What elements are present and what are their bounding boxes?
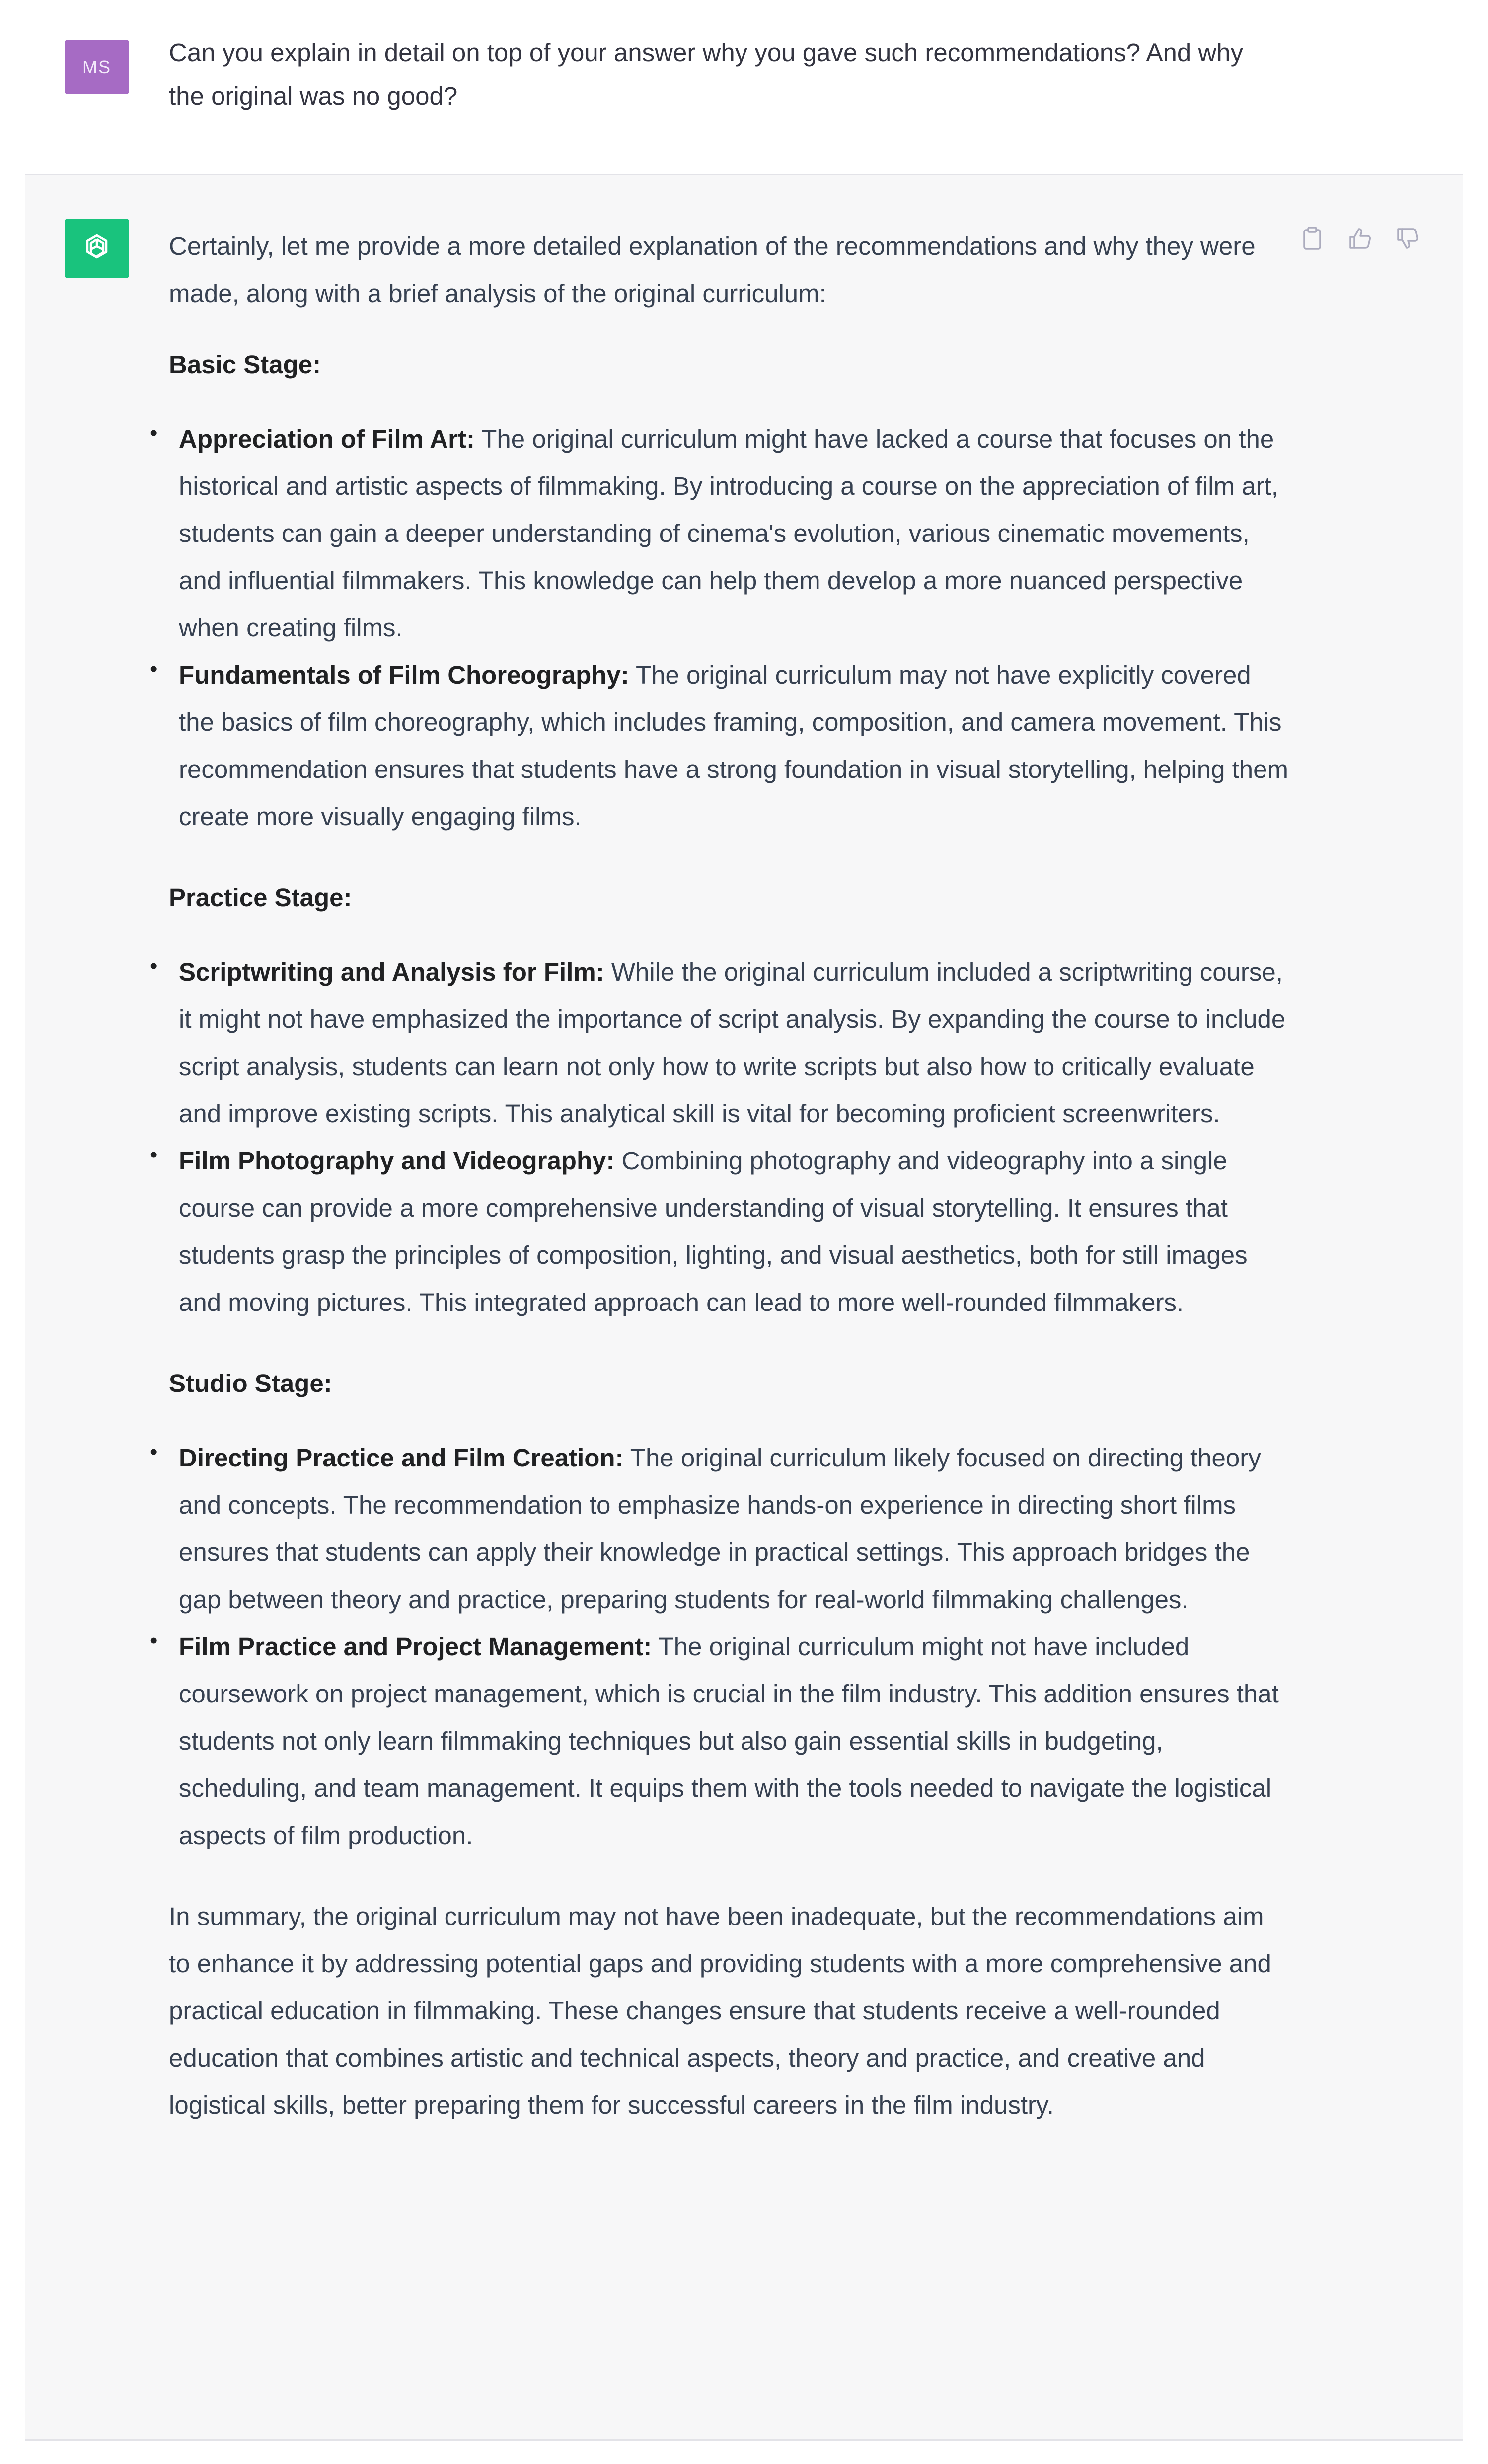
thumbs-up-button[interactable] <box>1345 224 1375 253</box>
assistant-avatar <box>65 219 129 278</box>
item-text: While the original curriculum included a scriptwriting course, it might not have emphasized the importance of script analysis. By expanding the course to include script analysis, students can learn not only how to write scripts but also how to critically evaluate and improve existing scripts. This analytical skill is vital for becoming proficient screenwriters. <box>179 958 1286 1128</box>
section-list <box>169 1434 1291 1859</box>
list-item <box>169 415 1291 651</box>
item-title: Appreciation of Film Art: <box>179 425 475 453</box>
user-message-text: Can you explain in detail on top of your answer why you gave such recommendations? And why the original was no good? <box>169 38 1244 110</box>
section-list <box>169 948 1291 1326</box>
thumbs-up-icon <box>1347 226 1372 251</box>
user-initials: MS <box>82 57 111 77</box>
item-text: The original curriculum might have lacked a course that focuses on the historical and artistic aspects of filmmaking. By introducing a course on the appreciation of film art, students can gain a deeper understanding of cinema's evolution, various cinematic movements, and influential filmmakers. This knowledge can help them develop a more nuanced perspective when creating films. <box>179 425 1278 642</box>
list-item <box>169 1623 1291 1859</box>
openai-logo-icon <box>79 231 115 266</box>
item-title: Fundamentals of Film Choreography: <box>179 661 629 689</box>
section-list <box>169 415 1291 840</box>
assistant-message-body <box>169 223 1291 2163</box>
item-text: The original curriculum may not have explicitly covered the basics of film choreography, which includes framing, composition, and camera movement. This recommendation ensures that students have a strong foundation in visual storytelling, helping them create more visually engaging films. <box>179 661 1288 831</box>
section-heading: Practice Stage: <box>169 883 352 912</box>
list-item <box>169 1137 1291 1326</box>
list-item <box>169 948 1291 1137</box>
item-text: The original curriculum might not have included coursework on project management, which is crucial in the film industry. This addition ensures that students not only learn filmmaking techniques but also gain essential skills in budgeting, scheduling, and team management. It equips them with the tools needed to navigate the logistical aspects of film production. <box>179 1632 1279 1849</box>
user-message-row <box>0 0 1488 174</box>
section-heading: Basic Stage: <box>169 350 321 379</box>
item-text: The original curriculum likely focused on directing theory and concepts. The recommendation to emphasize hands-on experience in directing short films ensures that students can apply their knowledge in practical settings. This approach bridges the gap between theory and practice, preparing students for real-world filmmaking challenges. <box>179 1444 1261 1614</box>
thumbs-down-icon <box>1395 226 1420 251</box>
item-text: Combining photography and videography into a single course can provide a more comprehensive understanding of visual storytelling. It ensures that students grasp the principles of composition, lighting, and visual aesthetics, both for still images and moving pictures. This integrated approach can lead to more well-rounded filmmakers. <box>179 1147 1248 1316</box>
list-item <box>169 651 1291 840</box>
item-title: Film Photography and Videography: <box>179 1147 615 1175</box>
message-divider <box>25 2439 1463 2441</box>
assistant-summary: In summary, the original curriculum may not have been inadequate, but the recommendations aim to enhance it by addressing potential gaps and providing students with a more comprehensive and practical education in filmmaking. These changes ensure that students receive a well-rounded education that combines artistic and technical aspects, theory and practice, and creative and logistical skills, better preparing them for successful careers in the film industry. <box>169 1902 1271 2119</box>
item-title: Film Practice and Project Management: <box>179 1632 652 1661</box>
thumbs-down-button[interactable] <box>1393 224 1422 253</box>
user-avatar <box>65 40 129 94</box>
clipboard-icon <box>1301 226 1323 251</box>
copy-button[interactable] <box>1297 224 1327 253</box>
message-actions <box>1297 224 1422 253</box>
item-title: Directing Practice and Film Creation: <box>179 1444 624 1472</box>
list-item <box>169 1434 1291 1623</box>
item-title: Scriptwriting and Analysis for Film: <box>179 958 604 986</box>
section-heading: Studio Stage: <box>169 1369 332 1397</box>
assistant-intro: Certainly, let me provide a more detailed explanation of the recommendations and why they were made, along with a brief analysis of the original curriculum: <box>169 232 1256 308</box>
